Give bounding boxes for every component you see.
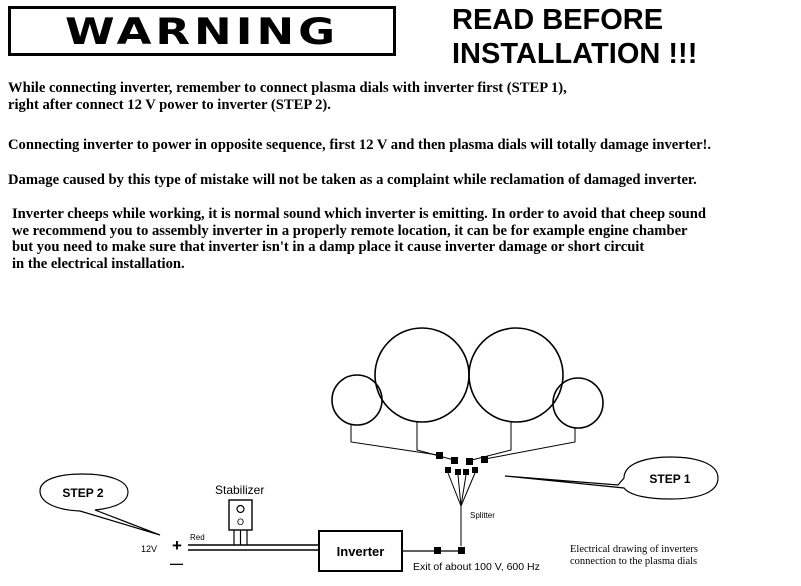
step2-label: STEP 2 [62, 486, 104, 500]
output-connector [434, 547, 441, 554]
paragraph-line: right after connect 12 V power to inverter (STEP 2). [8, 96, 331, 113]
paragraph-line: While connecting inverter, remember to connect plasma dials with inverter first (STEP 1), [8, 80, 567, 96]
read-before-line2: INSTALLATION !!! [452, 38, 698, 70]
output-connector [458, 547, 465, 554]
paragraph-line: we recommend you to assembly inverter in a properly remote location, it can be for example engine chamber [12, 222, 688, 239]
diagram-caption-line2: connection to the plasma dials [570, 556, 698, 567]
dial-wires [351, 422, 575, 461]
red-wire-label: Red [190, 533, 205, 542]
stabilizer-pins [234, 530, 247, 545]
voltage-label: 12V [141, 544, 158, 554]
power-wires [188, 545, 319, 550]
paragraph-wrong-sequence: Connecting inverter to power in opposite sequence, first 12 V and then plasma dials will totally damage inverter!. [8, 137, 712, 153]
splitter-label: Splitter [470, 511, 495, 520]
stabilizer-label: Stabilizer [215, 483, 265, 497]
plasma-dial-large-right [469, 328, 563, 422]
warning-title: WARNING [64, 9, 340, 53]
step1-label: STEP 1 [649, 472, 691, 486]
plasma-dial-large-left [375, 328, 469, 422]
splitter-fan [448, 473, 475, 546]
paragraph-line: but you need to make sure that inverter isn't in a damp place it cause inverter damage or short circuit [12, 239, 645, 255]
plasma-dial-small-right [553, 378, 603, 428]
plus-sign: + [172, 536, 182, 555]
diagram-caption-line1: Electrical drawing of inverters [570, 544, 698, 555]
connectors [436, 452, 488, 475]
plasma-dial-small-left [332, 375, 382, 425]
exit-label: Exit of about 100 V, 600 Hz [413, 561, 540, 573]
paragraph-line: Inverter cheeps while working, it is normal sound which inverter is emitting. In order to avoid that cheep sound [12, 206, 707, 222]
step2-callout [40, 474, 160, 535]
paragraph-damage: Damage caused by this type of mistake will not be taken as a complaint while reclamation of damaged inverter. [8, 172, 697, 188]
inverter-label: Inverter [336, 544, 385, 559]
minus-sign: — [170, 556, 183, 571]
paragraph-line: in the electrical installation. [12, 255, 185, 272]
stabilizer-symbol: O [236, 517, 245, 527]
read-before-line1: READ BEFORE [452, 4, 664, 36]
